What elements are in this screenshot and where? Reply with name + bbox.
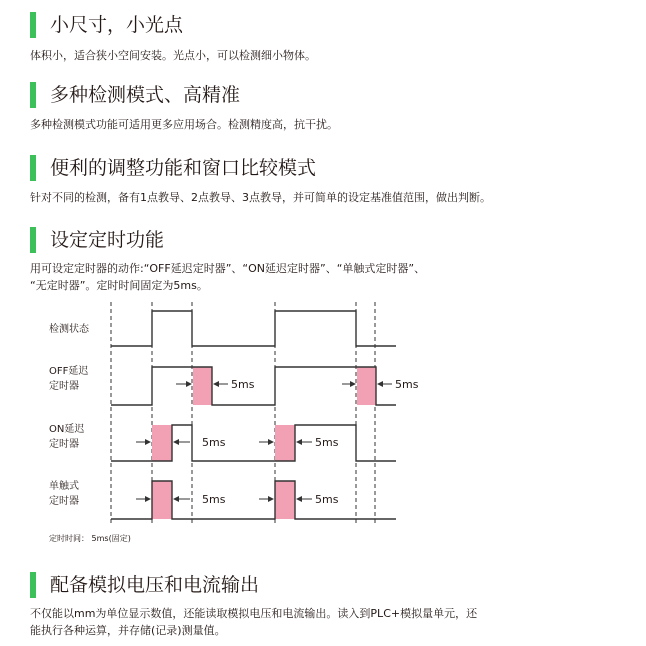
section-description-line-2: 能执行各种运算，并存储(记录)测量值。 [30, 624, 226, 637]
row-label-off-delay: OFF延迟 [49, 366, 89, 377]
delay-label: 5ms [231, 378, 255, 391]
section-heading: 配备模拟电压和电流输出 [50, 574, 260, 596]
section-accent-bar [30, 12, 36, 38]
off-delay-pulse [193, 367, 212, 405]
timing-guide-lines [111, 302, 375, 524]
one-shot-waveform [111, 481, 396, 519]
delay-label: 5ms [202, 493, 226, 506]
delay-label: 5ms [395, 378, 419, 391]
section-heading: 设定定时功能 [50, 229, 165, 251]
on-delay-pulse [275, 425, 295, 461]
row-label-on-delay-line2: 定时器 [49, 439, 79, 450]
row-label-detection-state: 检测状态 [49, 324, 89, 335]
section-heading: 小尺寸，小光点 [50, 14, 184, 36]
section-description: 针对不同的检测，备有1点教导、2点教导、3点教导，并可简单的设定基准值范围，做出判断。 [30, 191, 491, 204]
delay-label: 5ms [315, 493, 339, 506]
delay-label: 5ms [202, 436, 226, 449]
row-label-one-shot-line2: 定时器 [49, 496, 79, 507]
on-delay-waveform [111, 425, 396, 461]
section-description: 不仅能以mm为单位显示数值，还能读取模拟电压和电流输出。读入到PLC+模拟量单元，还 [30, 607, 478, 620]
section-heading: 便利的调整功能和窗口比较模式 [50, 157, 317, 179]
section-accent-bar [30, 82, 36, 108]
one-shot-pulse [152, 481, 172, 519]
off-delay-waveform [111, 367, 396, 405]
section-accent-bar [30, 227, 36, 253]
section-description-line-2: “无定时器”。定时时间固定为5ms。 [30, 279, 208, 292]
row-label-off-delay-line2: 定时器 [49, 381, 79, 392]
one-shot-pulse [275, 481, 295, 519]
row-label-one-shot: 单触式 [49, 481, 79, 492]
section-heading: 多种检测模式、高精准 [50, 84, 241, 106]
section-description: 体积小，适合狭小空间安装。光点小，可以检测细小物体。 [30, 49, 316, 62]
on-delay-pulse [152, 425, 172, 461]
section-accent-bar [30, 572, 36, 598]
section-accent-bar [30, 155, 36, 181]
section-description: 多种检测模式功能可适用更多应用场合。检测精度高，抗干扰。 [30, 118, 338, 131]
section-description: 用可设定定时器的动作:“OFF延迟定时器”、“ON延迟定时器”、“单触式定时器”、 [30, 262, 426, 275]
timer-pulses [152, 367, 376, 519]
timer-footnote: 定时时间： 5ms(固定) [49, 534, 131, 543]
off-delay-pulse [357, 367, 376, 405]
detection-state-waveform [111, 311, 396, 346]
delay-label: 5ms [315, 436, 339, 449]
row-label-on-delay: ON延迟 [49, 424, 85, 435]
